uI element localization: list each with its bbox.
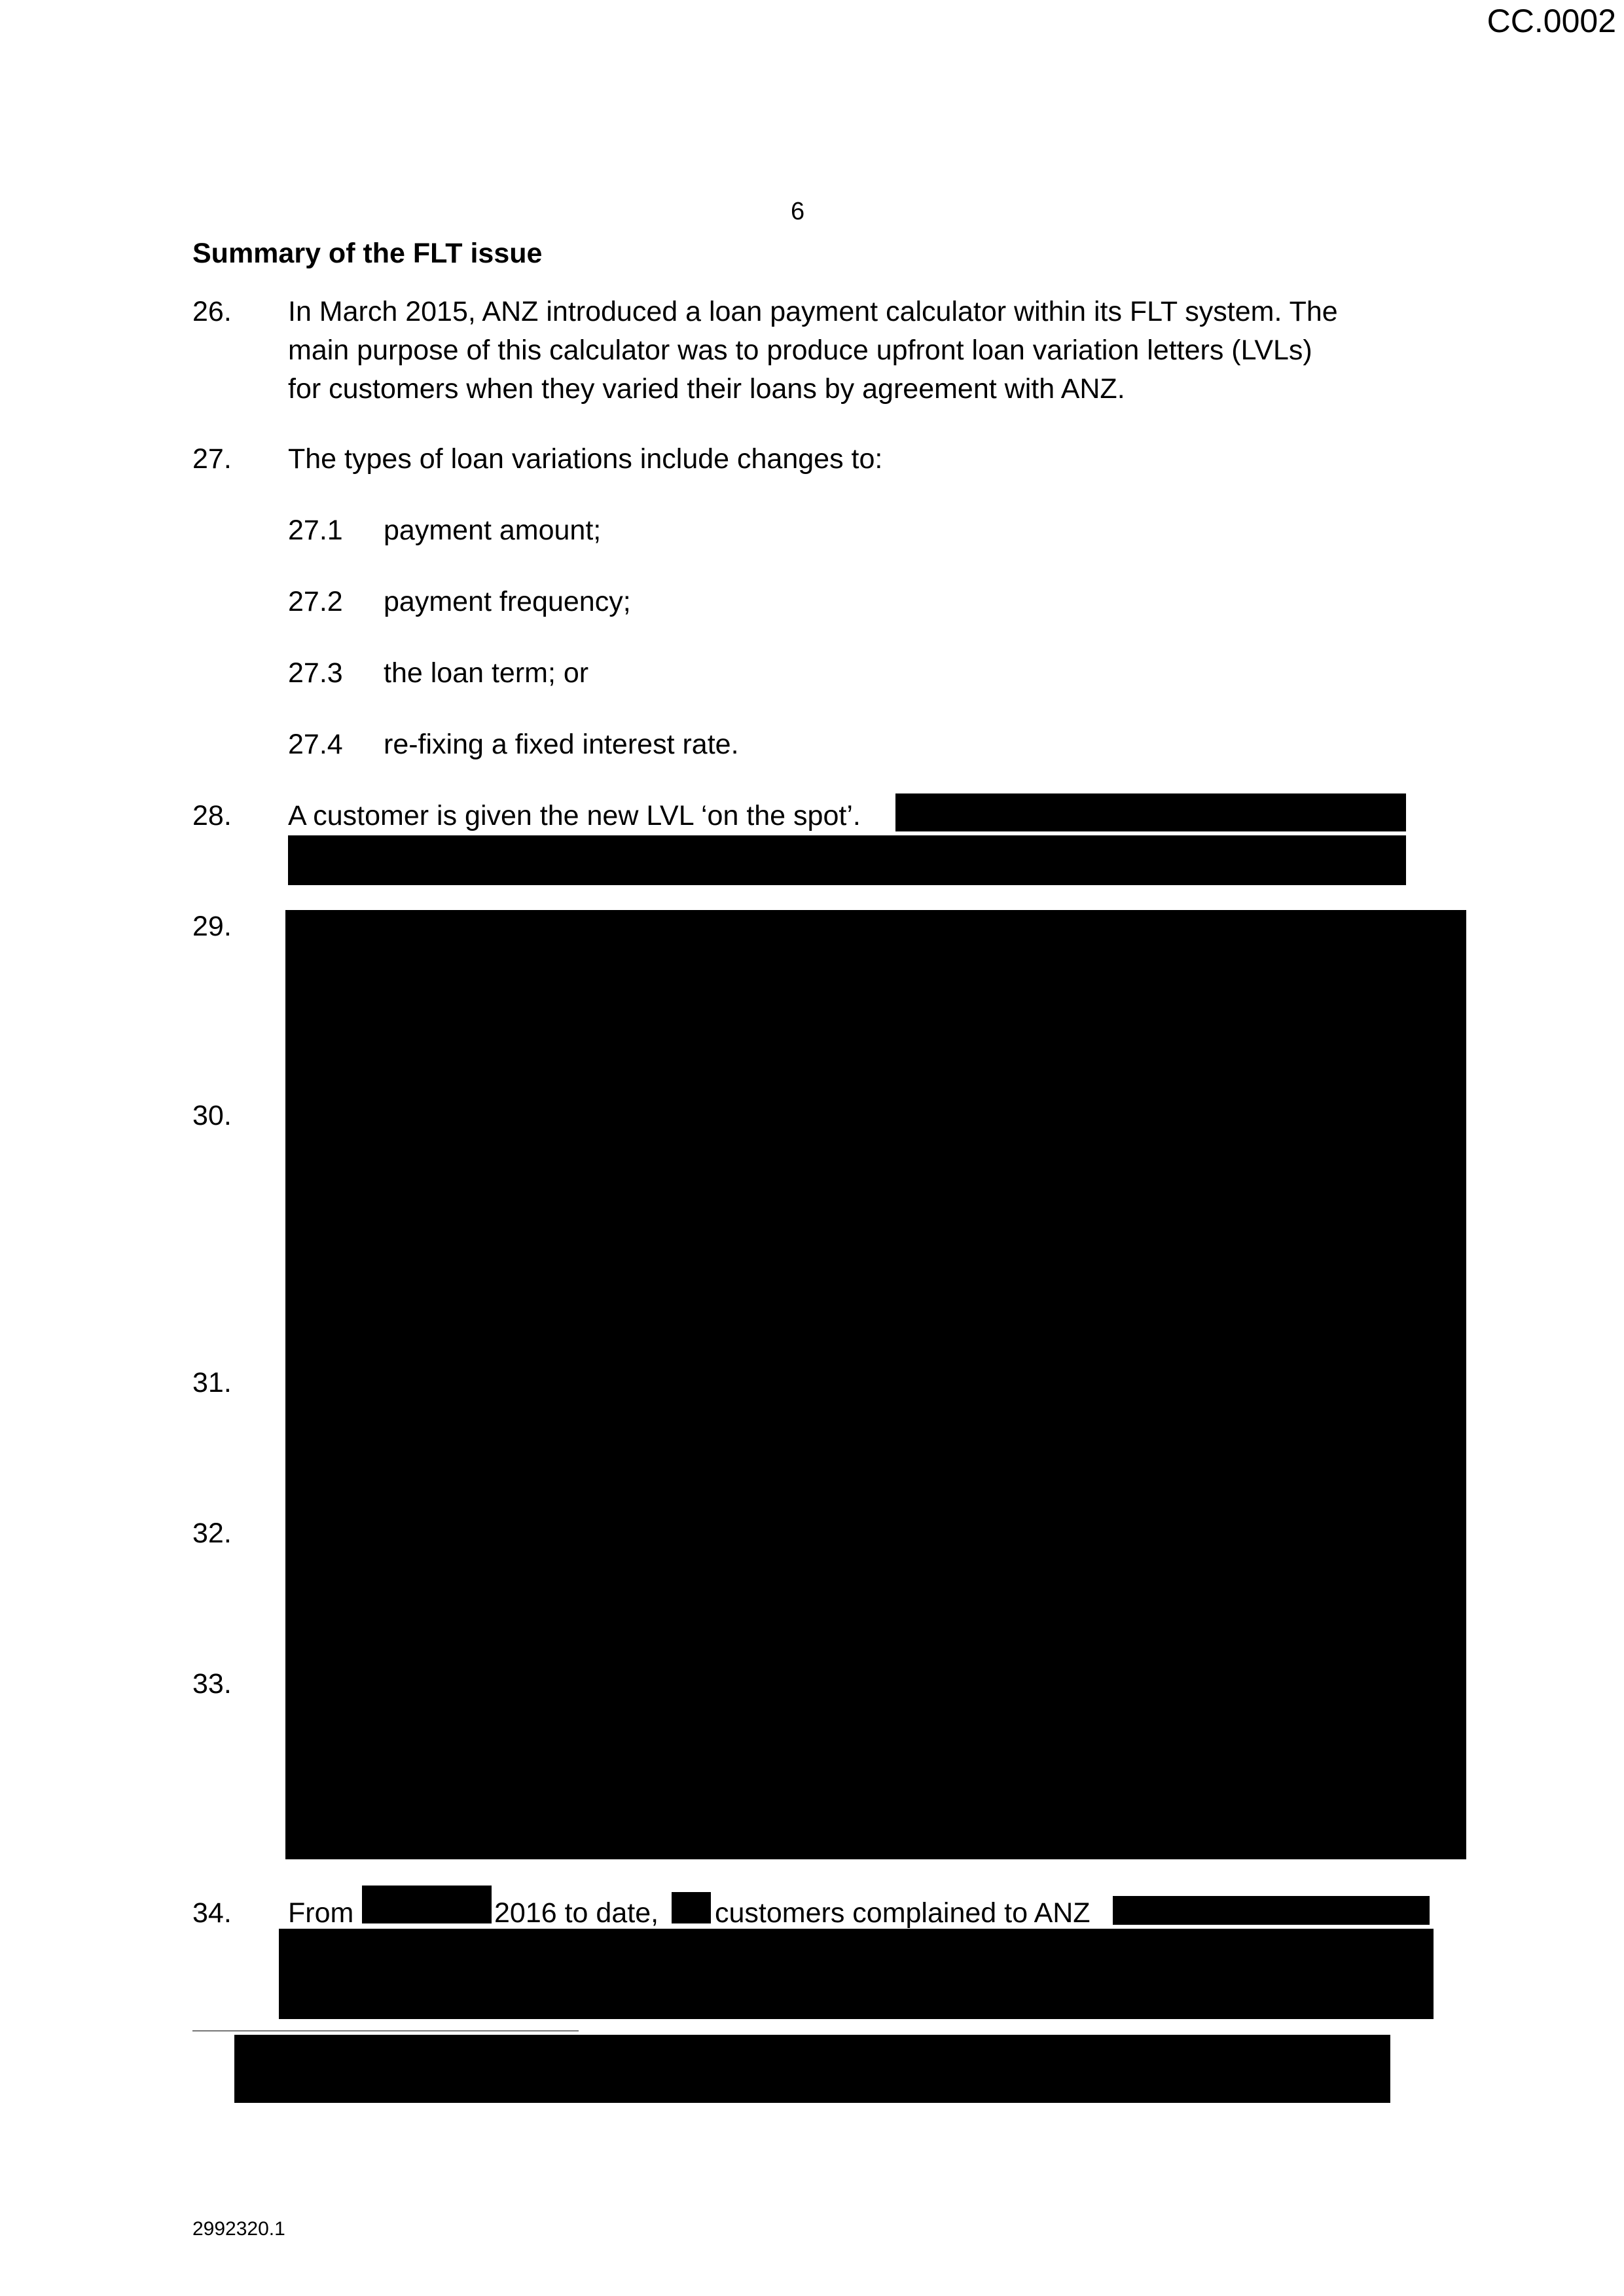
paragraph-34-text-c: customers complained to ANZ bbox=[715, 1897, 1091, 1929]
redaction-block bbox=[362, 1886, 492, 1923]
section-heading: Summary of the FLT issue bbox=[192, 238, 543, 269]
redaction-block bbox=[279, 1929, 1434, 2019]
paragraph-number-31: 31. bbox=[192, 1367, 232, 1398]
subparagraph-number: 27.3 bbox=[288, 657, 343, 689]
subparagraph-text: re-fixing a fixed interest rate. bbox=[384, 729, 739, 760]
footnote-separator bbox=[192, 2030, 579, 2032]
paragraph-number-26: 26. bbox=[192, 296, 232, 327]
paragraph-26-line-2: main purpose of this calculator was to produce upfront loan variation letters (LVLs) bbox=[288, 335, 1312, 366]
document-reference: CC.0002 bbox=[1487, 3, 1616, 39]
paragraph-number-34: 34. bbox=[192, 1897, 232, 1929]
paragraph-34-text-b: 2016 to date, bbox=[494, 1897, 659, 1929]
subparagraph-text: payment amount; bbox=[384, 515, 602, 546]
paragraph-number-29: 29. bbox=[192, 911, 232, 942]
subparagraph-number: 27.2 bbox=[288, 586, 343, 617]
paragraph-number-28: 28. bbox=[192, 800, 232, 831]
redaction-block bbox=[1113, 1896, 1430, 1925]
redaction-block bbox=[288, 835, 1406, 885]
paragraph-26-line-3: for customers when they varied their loans by agreement with ANZ. bbox=[288, 373, 1125, 405]
subparagraph-text: the loan term; or bbox=[384, 657, 589, 689]
page-number: 6 bbox=[791, 198, 805, 225]
footer-document-id: 2992320.1 bbox=[192, 2218, 285, 2240]
paragraph-28-text: A customer is given the new LVL ‘on the spot’. bbox=[288, 800, 861, 831]
subparagraph-number: 27.1 bbox=[288, 515, 343, 546]
paragraph-34-text-a: From bbox=[288, 1897, 354, 1929]
paragraph-27-text: The types of loan variations include changes to: bbox=[288, 443, 883, 475]
paragraph-number-32: 32. bbox=[192, 1518, 232, 1549]
redaction-block bbox=[672, 1892, 711, 1923]
redaction-block bbox=[895, 793, 1406, 831]
paragraph-number-30: 30. bbox=[192, 1100, 232, 1131]
redaction-block bbox=[285, 910, 1466, 1859]
redaction-block bbox=[234, 2035, 1390, 2103]
subparagraph-number: 27.4 bbox=[288, 729, 343, 760]
paragraph-number-27: 27. bbox=[192, 443, 232, 475]
subparagraph-text: payment frequency; bbox=[384, 586, 631, 617]
paragraph-number-33: 33. bbox=[192, 1668, 232, 1700]
paragraph-26-line-1: In March 2015, ANZ introduced a loan payment calculator within its FLT system. The bbox=[288, 296, 1338, 327]
